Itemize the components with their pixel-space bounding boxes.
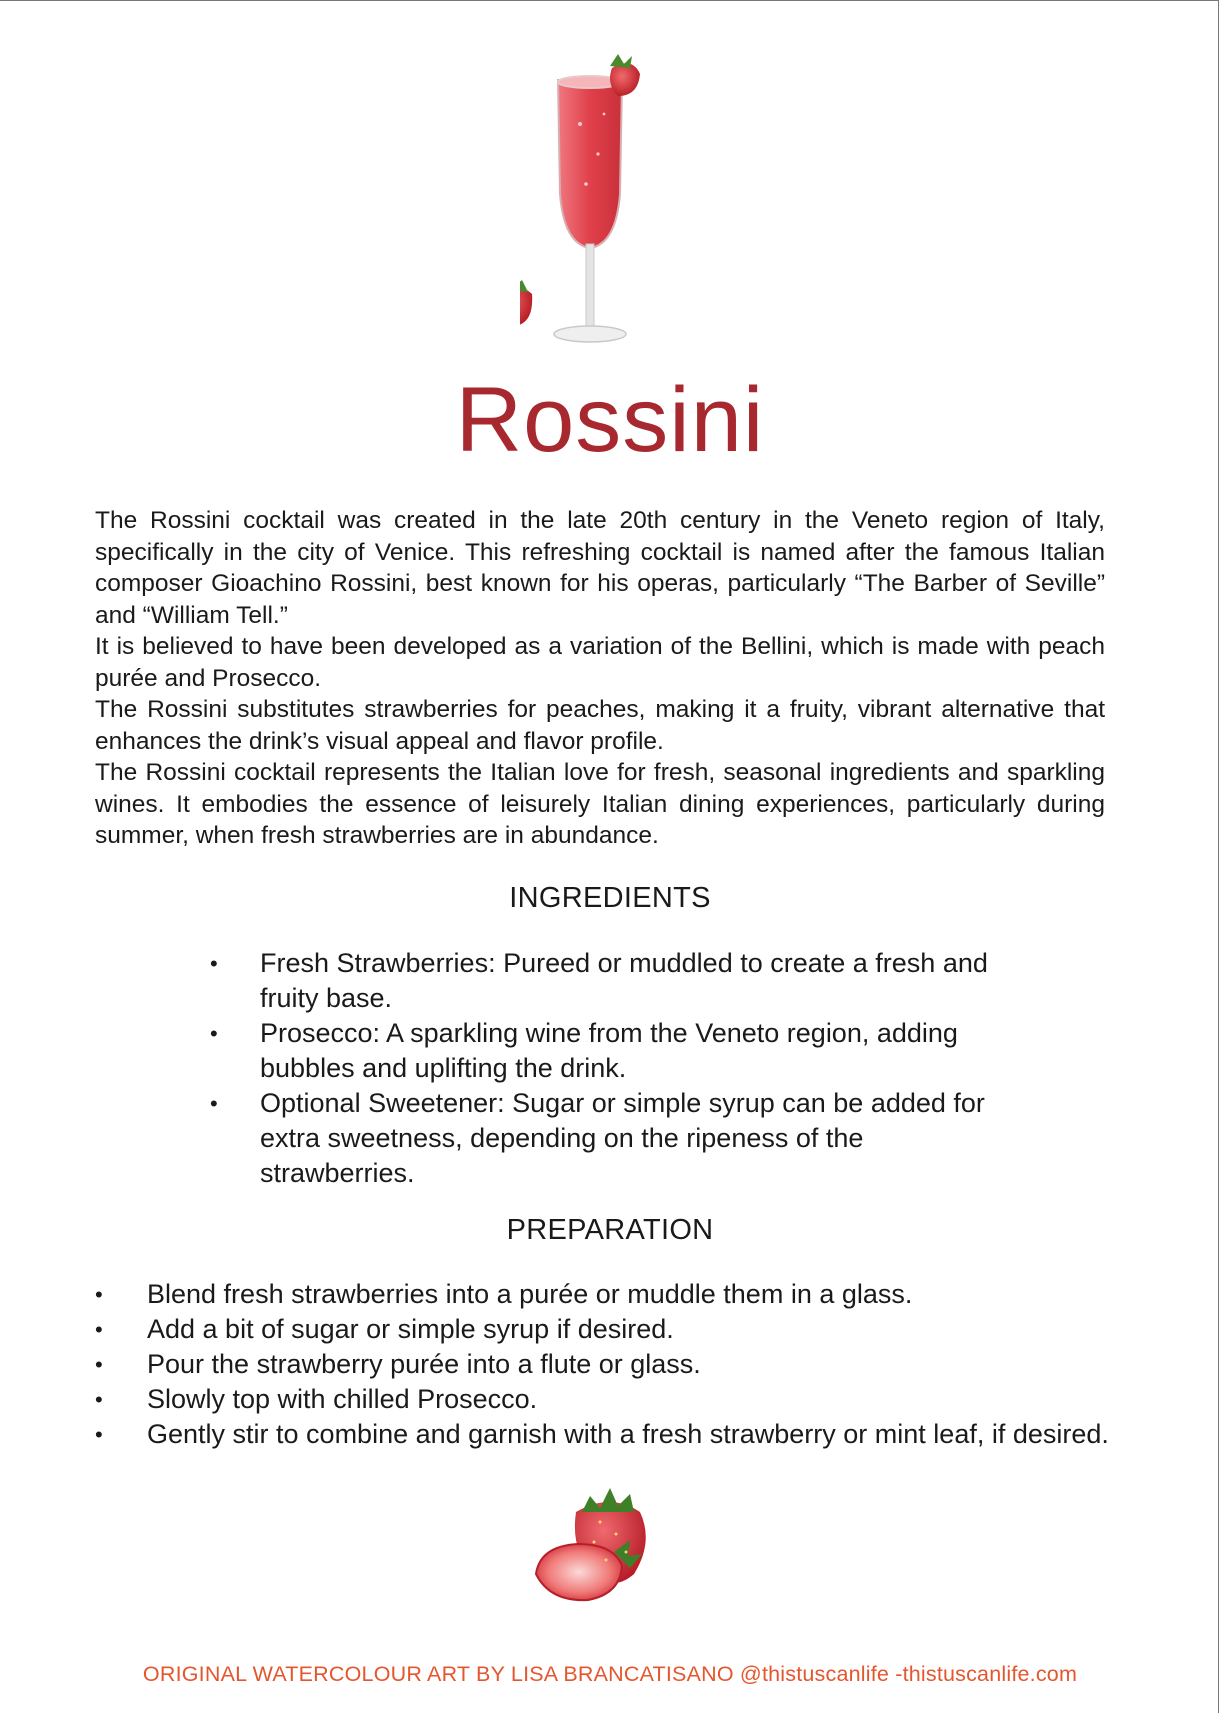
intro-text: [95, 505, 1105, 852]
ingredient-item: • Optional Sweetener: Sugar or simple syrup can be added for extra sweetness, depending on the ripeness of the strawberries.: [210, 1086, 1000, 1191]
ingredient-item: • Prosecco: A sparkling wine from the Veneto region, adding bubbles and uplifting the drink.: [210, 1016, 1000, 1086]
preparation-list: [95, 1277, 1110, 1452]
intro-paragraph: The Rossini cocktail represents the Italian love for fresh, seasonal ingredients and sparkling wines. It embodies the essence of leisurely Italian dining experiences, particularly during summer, when fresh strawberries are in abundance.: [95, 759, 1105, 849]
intro-paragraph: The Rossini substitutes strawberries for peaches, making it a fruity, vibrant alternative that enhances the drink’s visual appeal and flavor profile.: [95, 696, 1105, 755]
intro-paragraph: It is believed to have been developed as a variation of the Bellini, which is made with peach purée and Prosecco.: [95, 633, 1105, 692]
artist-credit: ORIGINAL WATERCOLOUR ART BY LISA BRANCATISANO @thistuscanlife -thistuscanlife.com: [142, 1662, 1078, 1686]
preparation-step: • Slowly top with chilled Prosecco.: [95, 1382, 1110, 1417]
strawberries-illustration: [530, 1482, 680, 1614]
ingredients-heading: INGREDIENTS: [509, 882, 711, 914]
preparation-step: • Pour the strawberry purée into a flute or glass.: [95, 1347, 1110, 1382]
preparation-heading: PREPARATION: [506, 1214, 714, 1246]
preparation-step: • Blend fresh strawberries into a purée or muddle them in a glass.: [95, 1277, 1110, 1312]
page-title: Rossini: [455, 369, 765, 471]
ingredients-list: [210, 946, 1000, 1191]
rossini-glass-illustration: [520, 44, 680, 360]
intro-paragraph: The Rossini cocktail was created in the late 20th century in the Veneto region of Italy, specifically in the city of Venice. This refreshing cocktail is named after the famous Italian composer Gioachino Rossini, best known for his operas, particularly “The Barber of Seville” and “William Tell.”: [95, 507, 1105, 629]
preparation-step: • Add a bit of sugar or simple syrup if desired.: [95, 1312, 1110, 1347]
ingredient-item: • Fresh Strawberries: Pureed or muddled to create a fresh and fruity base.: [210, 946, 1000, 1016]
preparation-step: • Gently stir to combine and garnish with a fresh strawberry or mint leaf, if desired.: [95, 1417, 1110, 1452]
